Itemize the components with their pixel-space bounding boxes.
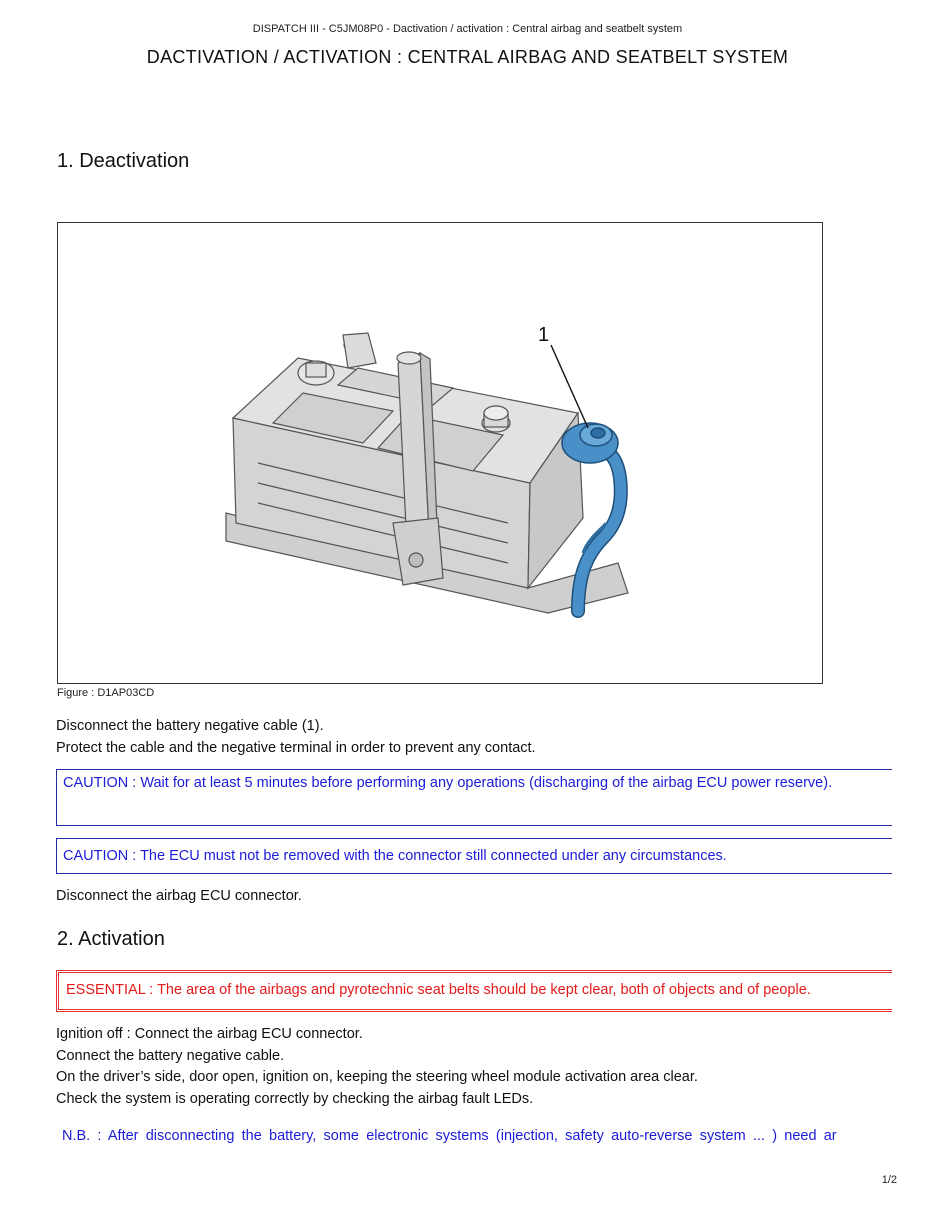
step-text: Ignition off : Connect the airbag ECU connector. — [56, 1026, 363, 1042]
figure-caption: Figure : D1AP03CD — [57, 687, 155, 699]
essential-text: ESSENTIAL : The area of the airbags and pyrotechnic seat belts should be kept clear, both of objects and of people. — [66, 982, 811, 998]
activation-steps — [56, 1024, 698, 1110]
battery-body — [226, 333, 628, 613]
caution-box-ecu-removal — [56, 838, 892, 874]
step-text: Protect the cable and the negative terminal in order to prevent any contact. — [56, 739, 536, 756]
step-text: Connect the battery negative cable. — [56, 1047, 285, 1064]
caution-text: CAUTION : Wait for at least 5 minutes before performing any operations (discharging of the airbag ECU power reserve). — [63, 775, 833, 791]
caution-box-power-reserve — [56, 769, 892, 826]
note-content: N.B. : After disconnecting the battery, some electronic systems (injection, safety auto-reverse system ... ) need ar — [62, 1128, 837, 1144]
document-title: DACTIVATION / ACTIVATION : CENTRAL AIRBAG AND SEATBELT SYSTEM — [146, 47, 789, 67]
section-heading-activation: 2. Activation — [57, 928, 165, 950]
running-header: DISPATCH III - C5JM08P0 - Dactivation / activation : Central airbag and seatbelt system — [252, 23, 683, 35]
note-text — [62, 1128, 892, 1144]
deactivation-steps — [56, 716, 536, 759]
callout-label: 1 — [538, 324, 550, 346]
battery-figure — [57, 222, 823, 684]
caution-text: CAUTION : The ECU must not be removed with the connector still connected under any circumstances. — [63, 848, 727, 864]
section-heading-deactivation: 1. Deactivation — [57, 150, 190, 172]
step-text: On the driver’s side, door open, ignition on, keeping the steering wheel module activation area clear. — [56, 1069, 698, 1085]
battery-illustration — [58, 223, 822, 683]
step-text: Disconnect the airbag ECU connector. — [56, 888, 302, 904]
essential-box — [56, 970, 892, 1012]
step-text: Disconnect the battery negative cable (1). — [56, 718, 324, 734]
deactivation-final-step — [56, 886, 302, 908]
step-text: Check the system is operating correctly by checking the airbag fault LEDs. — [56, 1090, 534, 1107]
page-number: 1/2 — [881, 1174, 897, 1186]
